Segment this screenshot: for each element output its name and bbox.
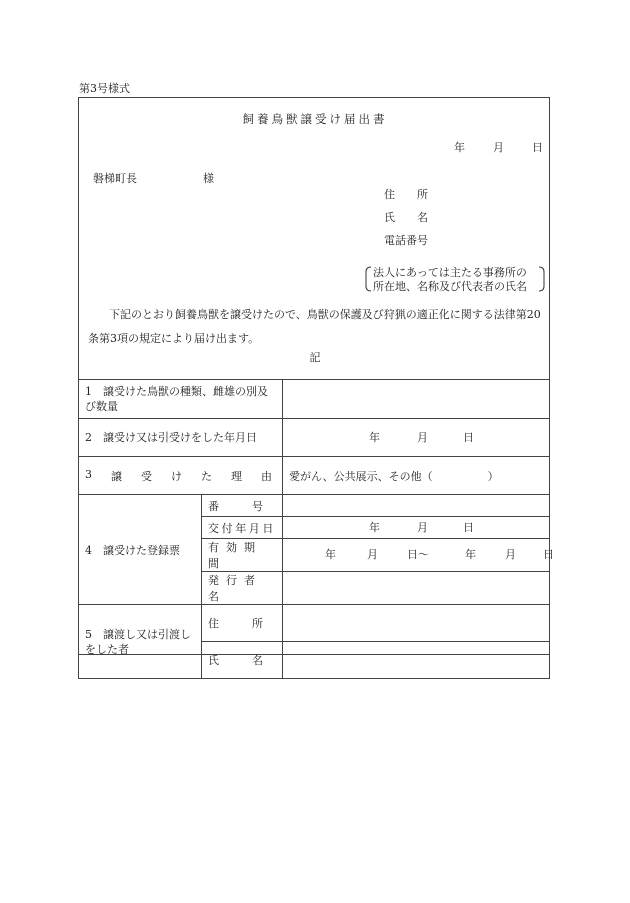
details-table: [78, 379, 554, 679]
validity-year-to: 年: [465, 548, 476, 561]
applicant-name-label: 氏 名: [384, 211, 428, 224]
reg-number-label: 番 号: [202, 495, 283, 517]
reg-validity-label: [202, 539, 283, 572]
reg-issue-date-text: 交付年月日: [208, 521, 276, 535]
row-transferor-address: [79, 605, 550, 642]
corporate-note: [365, 266, 545, 292]
date-day: 日: [532, 141, 543, 154]
reason-char: け: [171, 469, 182, 483]
reg-validity-text: 有効期間: [208, 541, 262, 570]
applicant-phone-label: 電話番号: [384, 234, 428, 247]
reason-char: 由: [261, 469, 272, 483]
ki-mark: 記: [309, 351, 321, 364]
reason-char: た: [201, 469, 212, 483]
submission-date: [454, 142, 543, 153]
transferor-address-label: 住 所: [202, 605, 283, 642]
corporate-note-line2: 所在地、名称及び代表者の氏名: [373, 280, 527, 293]
applicant-address-label: 住 所: [384, 188, 428, 201]
validity-month-to: 月: [505, 548, 516, 561]
reason-value[interactable]: 愛がん、公共展示、その他（ ）: [283, 457, 550, 495]
reg-issuer-value[interactable]: [283, 572, 550, 605]
transferor-name-value[interactable]: [283, 642, 550, 679]
reason-label: [79, 457, 283, 495]
species-label: 1 譲受けた鳥獣の種類、雌雄の別及び数量: [79, 380, 283, 419]
addressee-suffix: 様: [203, 172, 214, 185]
transfer-month: 月: [417, 430, 428, 444]
form-title: 飼養鳥獣譲受け届出書: [242, 112, 388, 126]
reason-char: 3: [85, 467, 92, 481]
issue-month: 月: [417, 520, 428, 534]
reason-char: 受: [141, 469, 152, 483]
transfer-date-value[interactable]: [283, 419, 550, 457]
issue-day: 日: [463, 520, 474, 534]
row-reg-number: [79, 495, 550, 517]
validity-day-to: 日: [543, 548, 554, 561]
transferor-name-label: 氏 名: [202, 642, 283, 679]
transferor-address-value[interactable]: [283, 605, 550, 642]
reason-char: 譲: [111, 469, 122, 483]
reg-issue-date-label: [202, 517, 283, 539]
registration-label: 4 譲受けた登録票: [79, 495, 202, 605]
reg-issue-date-value[interactable]: [283, 517, 550, 539]
transfer-year: 年: [369, 430, 380, 444]
corporate-note-line1: 法人にあっては主たる事務所の: [373, 266, 527, 279]
issue-year: 年: [369, 520, 380, 534]
date-year: 年: [454, 141, 465, 154]
addressee: 磐梯町長: [93, 172, 137, 185]
reg-issuer-text: 発行者名: [208, 574, 262, 603]
transferor-label: 5 譲渡し又は引渡しをした者: [79, 605, 202, 679]
validity-day-from: 日～: [407, 548, 429, 561]
species-value[interactable]: [283, 380, 550, 419]
reg-issuer-label: [202, 572, 283, 605]
row-species: [79, 380, 550, 419]
reg-number-value[interactable]: [283, 495, 550, 517]
row-reason: [79, 457, 550, 495]
row-transfer-date: [79, 419, 550, 457]
form-number: 第3号様式: [79, 82, 130, 95]
form-frame: [78, 97, 554, 667]
reason-char: 理: [231, 469, 242, 483]
validity-year-from: 年: [325, 548, 336, 561]
reg-validity-value[interactable]: [283, 539, 554, 572]
transfer-day: 日: [463, 430, 474, 444]
declaration-text: 下記のとおり飼養鳥獣を譲受けたので、鳥獣の保護及び狩猟の適正化に関する法律第20条第3項の規定により届け出ます。: [88, 308, 541, 345]
transfer-date-label: 2 譲受け又は引受けをした年月日: [79, 419, 283, 457]
validity-month-from: 月: [367, 548, 378, 561]
date-month: 月: [493, 141, 504, 154]
